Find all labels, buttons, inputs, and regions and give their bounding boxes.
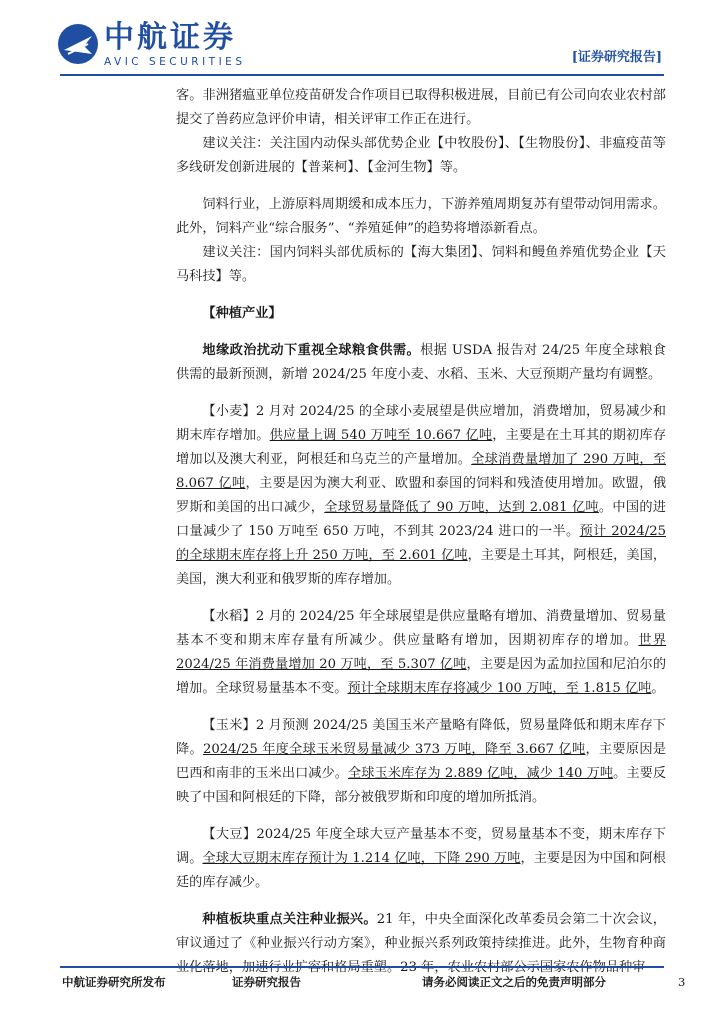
wheat-text: 。中国的进口量减少了 150 万吨至 650 万吨，不到其 2023/24 进口的一半。: [176, 500, 667, 539]
soy-highlight: 全球大豆期末库存预计为 1.214 亿吨，下降 290 万吨: [202, 851, 521, 866]
paragraph-seed-industry: [176, 908, 666, 980]
paragraph-geopolitics: [176, 339, 666, 387]
soy-text: ，主要是因为中国和阿根廷的库存减少。: [176, 851, 666, 890]
wheat-text: ，主要是因为澳大利亚、欧盟和泰国的饲料和残渣使用增加。欧盟，俄罗斯和美国的出口减少，: [176, 476, 667, 515]
section-title-planting: 【种植产业】: [202, 306, 282, 321]
paragraph-suggest-feed: 建议关注：国内饲料头部优质标的【海大集团】、饲料和鳗鱼养殖优势企业【天马科技】等。: [176, 245, 666, 284]
avic-logo-icon: [58, 24, 98, 64]
paragraph-feed-industry: 饲料行业，上游原料周期缓和成本压力，下游养殖周期复苏有望带动饲用需求。此外，饲料产业“综合服务”、“养殖延伸”的趋势将增添新看点。: [176, 197, 666, 236]
geopolitics-body: 根据 USDA 报告对 24/25 年度全球粮食供需的最新预测，新增 2024/25 年度小麦、水稻、玉米、大豆预期产量均有调整。: [176, 343, 666, 382]
rice-highlight: 世界 2024/25 年消费量增加 20 万吨，至 5.307 亿吨: [176, 633, 667, 672]
rice-text: 【水稻】2 月的 2024/25 年全球展望是供应量略有增加、消费量增加、贸易量基本不变和期末库存量有所减少。供应量略有增加，因期初库存的增加。: [176, 609, 666, 648]
footer-disclaimer-note: 请务必阅读正文之后的免责声明部分: [422, 975, 606, 989]
corn-text: 。主要反映了中国和阿根廷的下降，部分被俄罗斯和印度的增加所抵消。: [176, 766, 667, 805]
soy-text: 【大豆】2024/25 年度全球大豆产量基本不变，贸易量基本不变，期末库存下调。: [176, 827, 666, 866]
logo-chinese-name: 中航证券: [104, 20, 236, 55]
page-number: 3: [678, 975, 686, 989]
rice-text: ，主要是因为孟加拉国和尼泊尔的增加。全球贸易量基本不变。: [176, 657, 667, 696]
paragraph-vaccine: 客。非洲猪瘟亚单位疫苗研发合作项目已取得积极进展，目前已有公司向农业农村部提交了兽药应急评价申请，相关评审工作正在进行。: [176, 88, 666, 127]
page-footer: [0, 975, 724, 995]
paragraph-corn: [176, 714, 666, 810]
corn-text: ，主要原因是巴西和南非的玉米出口减少。: [176, 742, 667, 781]
paragraph-rice: [176, 605, 666, 701]
footer-report-type: 证券研究报告: [232, 975, 301, 989]
rice-highlight: 预计全球期末库存将减少 100 万吨，至 1.815 亿吨: [347, 681, 652, 696]
paragraph-suggest-animal-health: 建议关注：关注国内动保头部优势企业【中牧股份】、【生物股份】、非瘟疫苗等多线研发创新进展的【普莱柯】、【金河生物】等。: [176, 136, 666, 175]
main-content: [176, 84, 666, 980]
wheat-highlight: 全球贸易量降低了 90 万吨，达到 2.081 亿吨: [324, 500, 599, 515]
paragraph-soybean: [176, 823, 666, 895]
corn-highlight: 全球玉米库存为 2.889 亿吨，减少 140 万吨: [348, 766, 614, 781]
wheat-text: ，主要是在土耳其的期初库存增加以及澳大利亚，阿根廷和乌克兰的产量增加。: [176, 428, 667, 467]
paragraph-wheat: [176, 400, 666, 592]
seed-lead: 种植板块重点关注种业振兴。: [202, 912, 377, 927]
report-type-tag: [证券研究报告]: [571, 50, 662, 65]
corn-highlight: 2024/25 年度全球玉米贸易量减少 373 万吨，降至 3.667 亿吨: [202, 742, 586, 757]
footer-divider: [60, 966, 664, 968]
wheat-highlight: 全球消费量增加了 290 万吨，至 8.067 亿吨: [176, 452, 667, 491]
header-divider: [60, 74, 664, 76]
footer-publisher: 中航证券研究所发布: [62, 975, 166, 989]
wheat-highlight: 预计 2024/25 的全球期末库存将上升 250 万吨，至 2.601 亿吨: [176, 524, 666, 563]
corn-text: 【玉米】2 月预测 2024/25 美国玉米产量略有降低，贸易量降低和期末库存下降。: [176, 718, 666, 757]
geopolitics-lead: 地缘政治扰动下重视全球粮食供需。: [202, 343, 421, 358]
wheat-text: ，主要是土耳其，阿根廷，美国，美国，澳大利亚和俄罗斯的库存增加。: [176, 548, 667, 587]
logo-english-name: AVIC SECURITIES: [104, 56, 246, 68]
rice-text: 。: [651, 681, 665, 696]
wheat-highlight: 供应量上调 540 万吨至 10.667 亿吨: [269, 428, 493, 443]
seed-body: 21 年，中央全面深化改革委员会第二十次会议，审议通过了《种业振兴行动方案》，种业振兴系列政策持续推进。此外，生物育种商: [176, 912, 666, 951]
wheat-text: 【小麦】2 月对 2024/25 的全球小麦展望是供应增加，消费增加，贸易减少和期末库存增加。: [176, 404, 666, 443]
page-header: [0, 0, 724, 80]
